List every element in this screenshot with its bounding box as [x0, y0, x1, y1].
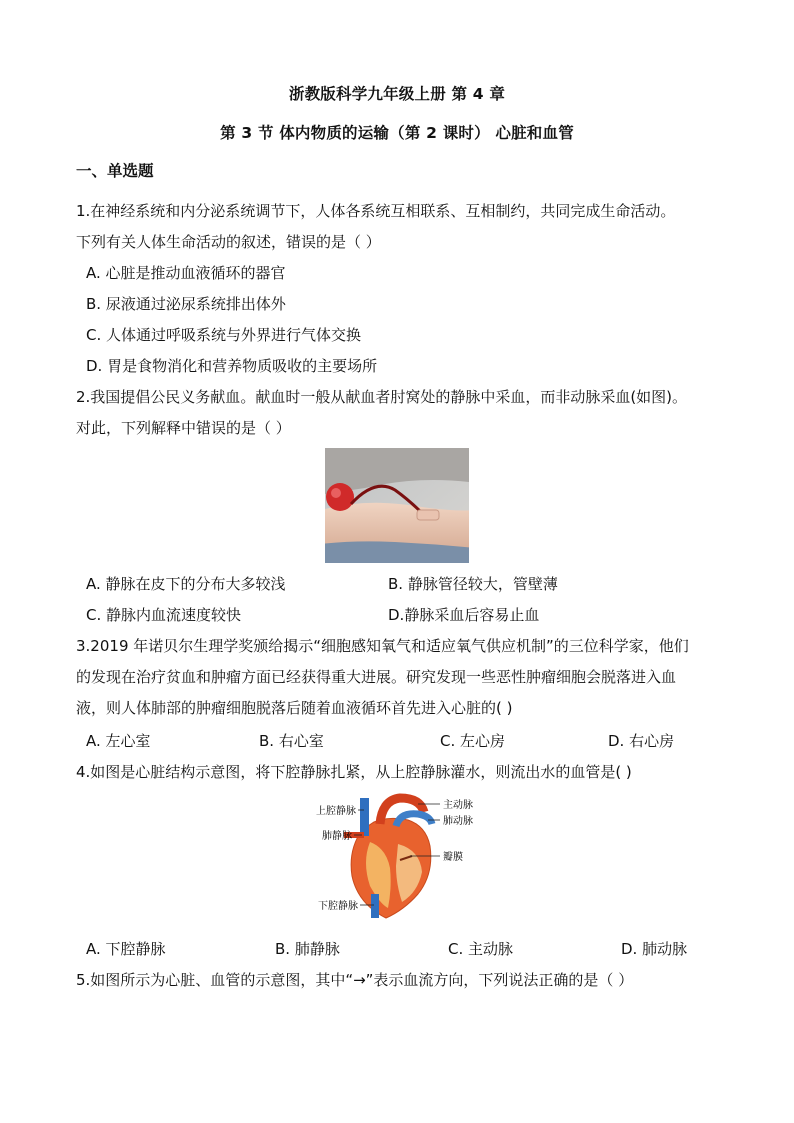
- q4-option-a: A. 下腔静脉: [86, 940, 166, 958]
- q1-line-2: 下列有关人体生命活动的叙述，错误的是（ ）: [76, 233, 381, 251]
- q1-line-1: 1.在神经系统和内分泌系统调节下，人体各系统互相联系、互相制约，共同完成生命活动。: [76, 202, 676, 220]
- blood-donation-photo: [325, 448, 469, 563]
- q1-option-c: C. 人体通过呼吸系统与外界进行气体交换: [86, 326, 362, 344]
- label-valve: 瓣膜: [443, 852, 463, 863]
- q3-line-3: 液，则人体肺部的肿瘤细胞脱落后随着血液循环首先进入心脏的( ): [76, 699, 513, 717]
- q1-option-d: D. 胃是食物消化和营养物质吸收的主要场所: [86, 357, 378, 375]
- label-pulmonary-vein: 肺静脉: [322, 831, 352, 842]
- q4-line-1: 4.如图是心脏结构示意图，将下腔静脉扎紧，从上腔静脉灌水，则流出水的血管是( ): [76, 763, 632, 781]
- q2-option-d: D.静脉采血后容易止血: [388, 606, 540, 624]
- q3-option-a: A. 左心室: [86, 732, 151, 750]
- q1-option-b: B. 尿液通过泌尿系统排出体外: [86, 295, 286, 313]
- blood-donation-illustration: [325, 448, 469, 563]
- q2-line-2: 对此，下列解释中错误的是（ ）: [76, 419, 291, 437]
- q2-option-a: A. 静脉在皮下的分布大多较浅: [86, 575, 286, 593]
- q2-option-b: B. 静脉管径较大，管壁薄: [388, 575, 558, 593]
- heart-diagram: [300, 790, 500, 924]
- q4-option-c: C. 主动脉: [448, 940, 514, 958]
- label-superior-vena-cava: 上腔静脉: [316, 806, 356, 817]
- q3-option-b: B. 右心室: [259, 732, 324, 750]
- q3-line-2: 的发现在治疗贫血和肿瘤方面已经获得重大进展。研究发现一些恶性肿瘤细胞会脱落进入血: [76, 668, 677, 686]
- section-title: 一、单选题: [76, 162, 154, 180]
- q2-option-c: C. 静脉内血流速度较快: [86, 606, 242, 624]
- label-inferior-vena-cava: 下腔静脉: [318, 901, 358, 912]
- q1-option-a: A. 心脏是推动血液循环的器官: [86, 264, 286, 282]
- q3-option-c: C. 左心房: [440, 732, 506, 750]
- q5-line-1: 5.如图所示为心脏、血管的示意图，其中“→”表示血流方向，下列说法正确的是（ ）: [76, 971, 634, 989]
- document-title: 浙教版科学九年级上册 第 4 章: [288, 85, 506, 103]
- q2-line-1: 2.我国提倡公民义务献血。献血时一般从献血者肘窝处的静脉中采血，而非动脉采血(如图)。: [76, 388, 688, 406]
- q3-option-d: D. 右心房: [608, 732, 675, 750]
- q4-option-b: B. 肺静脉: [275, 940, 340, 958]
- q4-option-d: D. 肺动脉: [621, 940, 688, 958]
- heart-structure-illustration: [300, 790, 500, 924]
- label-aorta: 主动脉: [443, 800, 473, 811]
- q3-line-1: 3.2019 年诺贝尔生理学奖颁给揭示“细胞感知氧气和适应氧气供应机制”的三位科学家，他们: [76, 637, 689, 655]
- document-subtitle: 第 3 节 体内物质的运输（第 2 课时） 心脏和血管: [220, 124, 574, 142]
- label-pulmonary-artery: 肺动脉: [443, 816, 473, 827]
